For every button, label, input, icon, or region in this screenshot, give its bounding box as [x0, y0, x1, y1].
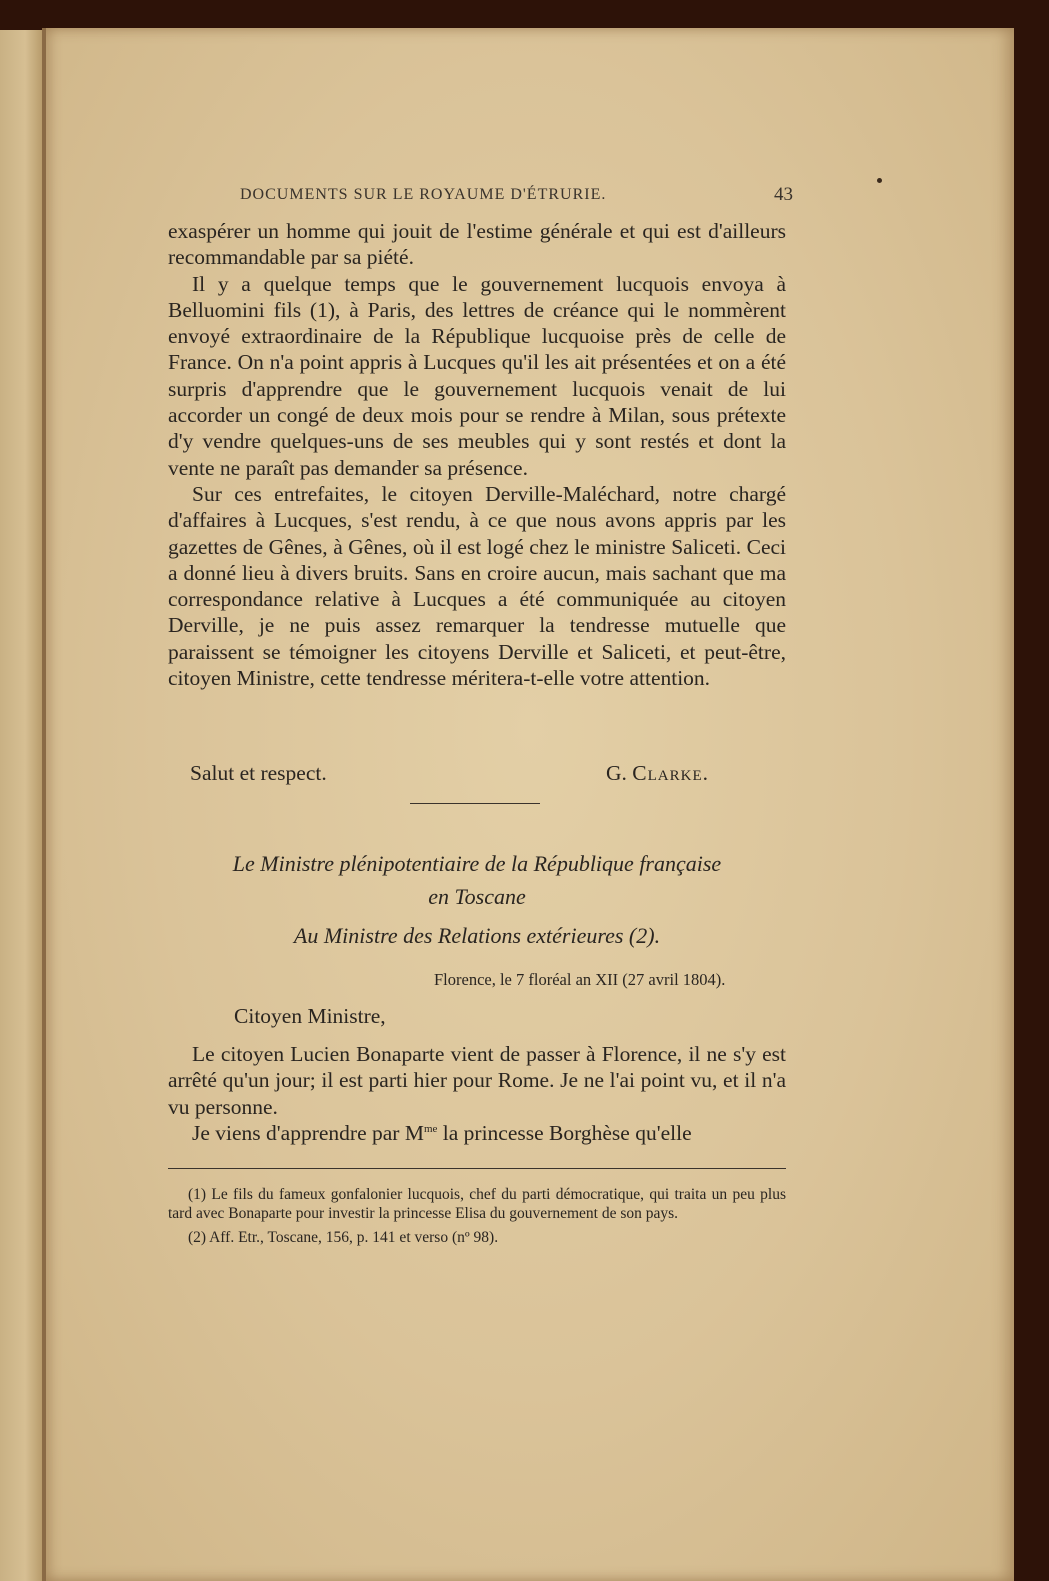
letter2-heading-line2: en Toscane: [428, 884, 526, 909]
superscript-abbreviation: me: [423, 1122, 438, 1135]
closing-formula: Salut et respect.: [190, 761, 327, 785]
ink-speck: [877, 178, 882, 183]
footnotes: [168, 1186, 786, 1254]
signature: [606, 760, 709, 786]
letter1-paragraph: Il y a quelque temps que le gouvernement lucquois envoya à Belluomini fils (1), à Paris, des lettres de créance qui le nommèrent envoyé extraordinaire de la République lucquoise près de celle de France. On n'a point appris à Lucques qu'il les ait présentées et on a été surpris d'apprendre que le gouvernement lucquois venait de lui accorder un congé de deux mois pour se rendre à Milan, sous prétexte d'y vendre quelques-uns de ses meubles qui y sont restés et dont la vente ne paraît pas demander sa présence.: [168, 271, 786, 480]
letter1-paragraph: Sur ces entrefaites, le citoyen Derville-Maléchard, notre chargé d'affaires à Lucques, s'est rendu, à ce que nous avons appris par les gazettes de Gênes, à Gênes, où il est logé chez le ministre Saliceti. Ceci a donné lieu à divers bruits. Sans en croire aucun, mais sachant que ma correspondance relative à Lucques a été communiquée au citoyen Derville, je ne puis assez remarquer la tendresse mutuelle que paraissent se témoigner les citoyens Derville et Saliceti, et peut-être, citoyen Ministre, cette tendresse méritera-t-elle votre attention.: [168, 481, 786, 691]
running-head: DOCUMENTS SUR LE ROYAUME D'ÉTRURIE.: [240, 186, 607, 203]
footnote: (1) Le fils du fameux gonfalonier lucquois, chef du parti démocratique, qui traita un peu plus tard avec Bonaparte pour investir la princesse Elisa du gouvernement de son pays.: [168, 1186, 786, 1222]
letter1-paragraph: exaspérer un homme qui jouit de l'estime générale et qui est d'ailleurs recommandable par sa piété.: [168, 219, 786, 270]
page-number: 43: [774, 184, 793, 205]
footnote: (2) Aff. Etr., Toscane, 156, p. 141 et verso (nº 98).: [188, 1229, 499, 1246]
letter2-body: [168, 1041, 786, 1146]
footnote-rule: [168, 1168, 786, 1169]
paragraph-text: la princesse Borghèse qu'elle: [437, 1120, 692, 1145]
letter1-body: [168, 218, 786, 691]
letter2-paragraph: [168, 1120, 786, 1146]
section-divider: [410, 803, 540, 804]
letter1-closing-line: [190, 760, 784, 786]
paragraph-text: Je viens d'apprendre par M: [192, 1120, 424, 1145]
letter2-dateline: Florence, le 7 floréal an XII (27 avril 1804).: [434, 970, 726, 989]
signature-name: Clarke.: [632, 761, 709, 785]
letter2-heading-line3: Au Ministre des Relations extérieures (2).: [293, 923, 661, 948]
signature-initial: G.: [606, 761, 627, 785]
letter2-paragraph: Le citoyen Lucien Bonaparte vient de passer à Florence, il ne s'y est arrêté qu'un jour; il est parti hier pour Rome. Je ne l'ai point vu, et il n'a vu personne.: [168, 1042, 786, 1119]
letter2-heading-line1: Le Ministre plénipotentiaire de la République française: [232, 851, 722, 876]
letter2-salutation: Citoyen Ministre,: [234, 1004, 386, 1028]
